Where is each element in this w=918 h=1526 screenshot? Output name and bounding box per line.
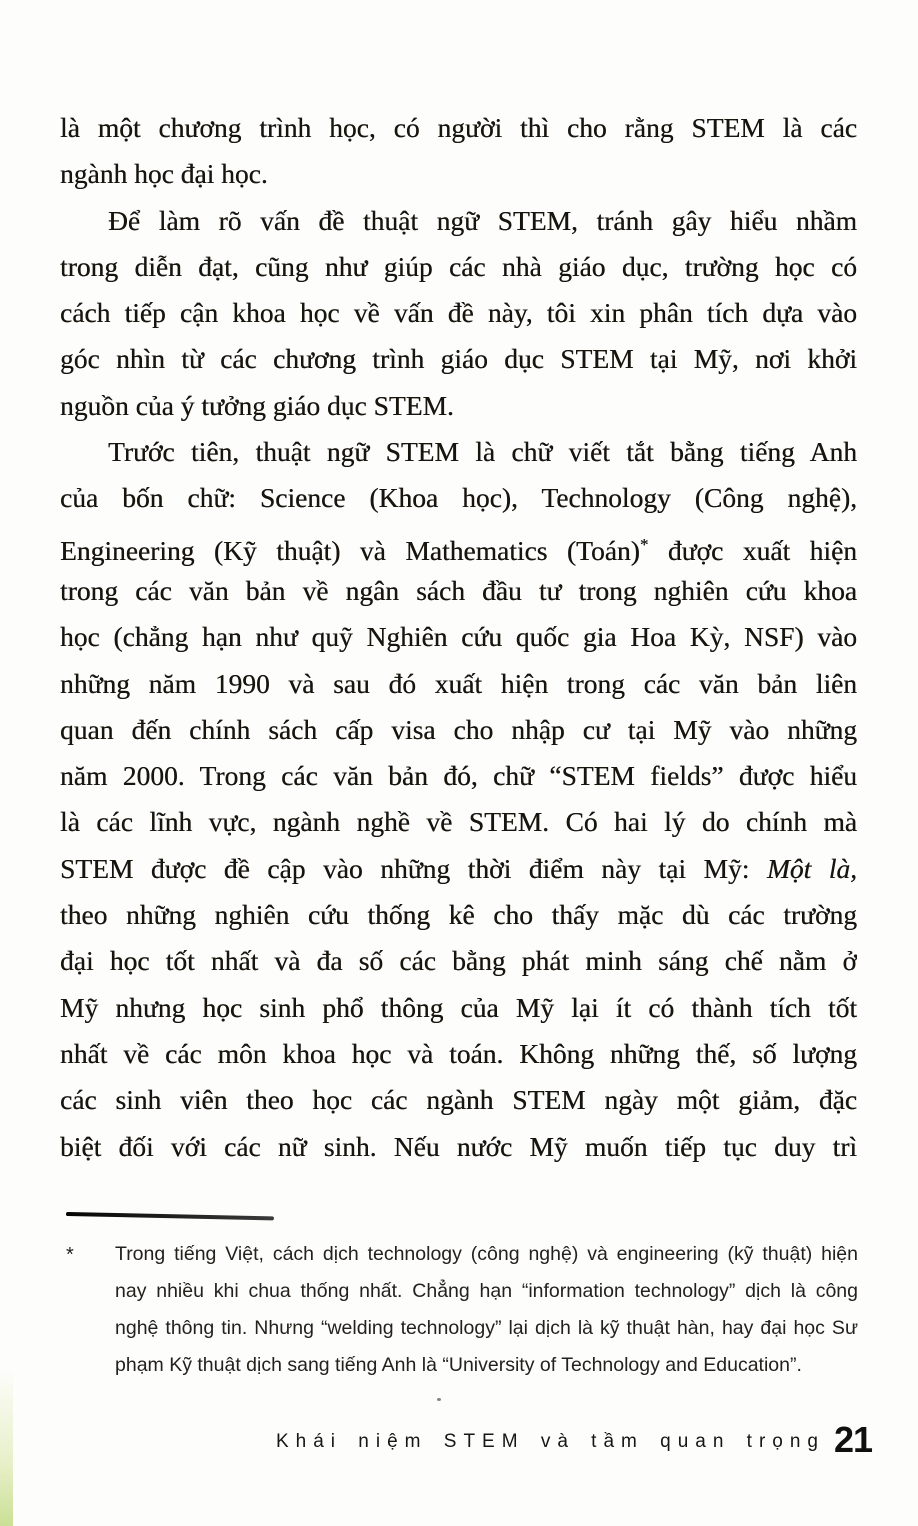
text-line: là các lĩnh vực, ngành nghề về STEM. Có hai lý do chính mà	[60, 806, 857, 838]
text-line: những năm 1990 và sau đó xuất hiện trong các văn bản liên	[60, 667, 857, 699]
text-line: quan đến chính sách cấp visa cho nhập cư tại Mỹ vào những	[60, 713, 857, 745]
text-line: trong các văn bản về ngân sách đầu tư trong nghiên cứu khoa	[60, 574, 857, 606]
text-line: STEM được đề cập vào những thời điểm này tại Mỹ: Một là,	[60, 852, 857, 884]
footnote-marker: *	[66, 1244, 74, 1266]
text-line: các sinh viên theo học các ngành STEM ngày một giảm, đặc	[60, 1084, 857, 1116]
body-text	[60, 105, 857, 1170]
text-line: biệt đối với các nữ sinh. Nếu nước Mỹ muốn tiếp tục duy trì	[60, 1130, 857, 1162]
text-line: nghệ thông tin. Nhưng “welding technology” lại dịch là kỹ thuật hàn, hay đại học Sư	[115, 1317, 858, 1339]
scan-edge-tint	[0, 1368, 13, 1526]
text-line: ngành học đại học.	[60, 158, 268, 190]
text-line: nhất về các môn khoa học và toán. Không những thế, số lượng	[60, 1037, 857, 1069]
text-line: trong diễn đạt, cũng như giúp các nhà giáo dục, trường học có	[60, 250, 857, 282]
footnote-separator	[66, 1212, 274, 1220]
text-line: học (chẳng hạn như quỹ Nghiên cứu quốc gia Hoa Kỳ, NSF) vào	[60, 621, 857, 653]
footnote	[64, 1236, 858, 1384]
text-line: nay nhiều khi chua thống nhất. Chẳng hạn “information technology” dịch là công	[115, 1280, 858, 1302]
text-line: nguồn của ý tưởng giáo dục STEM.	[60, 389, 454, 421]
text-line: là một chương trình học, có người thì cho rằng STEM là các	[60, 112, 857, 143]
running-title: Khái niệm STEM và tầm quan trọng	[276, 1431, 825, 1452]
text-line: Để làm rõ vấn đề thuật ngữ STEM, tránh gây hiểu nhầm	[108, 204, 857, 236]
scan-speck	[437, 1398, 441, 1401]
text-line: phạm Kỹ thuật dịch sang tiếng Anh là “University of Technology and Education”.	[115, 1354, 802, 1376]
text-line: đại học tốt nhất và đa số các bằng phát minh sáng chế nằm ở	[60, 945, 857, 977]
text-line: của bốn chữ: Science (Khoa học), Technology (Công nghệ),	[60, 482, 857, 514]
text-line: Engineering (Kỹ thuật) và Mathematics (Toán)* được xuất hiện	[60, 534, 857, 566]
footnote-text	[115, 1236, 858, 1384]
text-line: cách tiếp cận khoa học về vấn đề này, tôi xin phân tích dựa vào	[60, 297, 857, 329]
page-number: 21	[834, 1419, 873, 1460]
text-line: theo những nghiên cứu thống kê cho thấy mặc dù các trường	[60, 899, 857, 931]
text-line: Mỹ nhưng học sinh phổ thông của Mỹ lại ít có thành tích tốt	[60, 991, 857, 1023]
text-line: năm 2000. Trong các văn bản đó, chữ “STEM fields” được hiểu	[60, 760, 857, 792]
text-line: Trước tiên, thuật ngữ STEM là chữ viết tắt bằng tiếng Anh	[108, 436, 857, 468]
text-line: Trong tiếng Việt, cách dịch technology (công nghệ) và engineering (kỹ thuật) hiện	[115, 1243, 858, 1265]
text-line: góc nhìn từ các chương trình giáo dục STEM tại Mỹ, nơi khởi	[60, 343, 857, 375]
